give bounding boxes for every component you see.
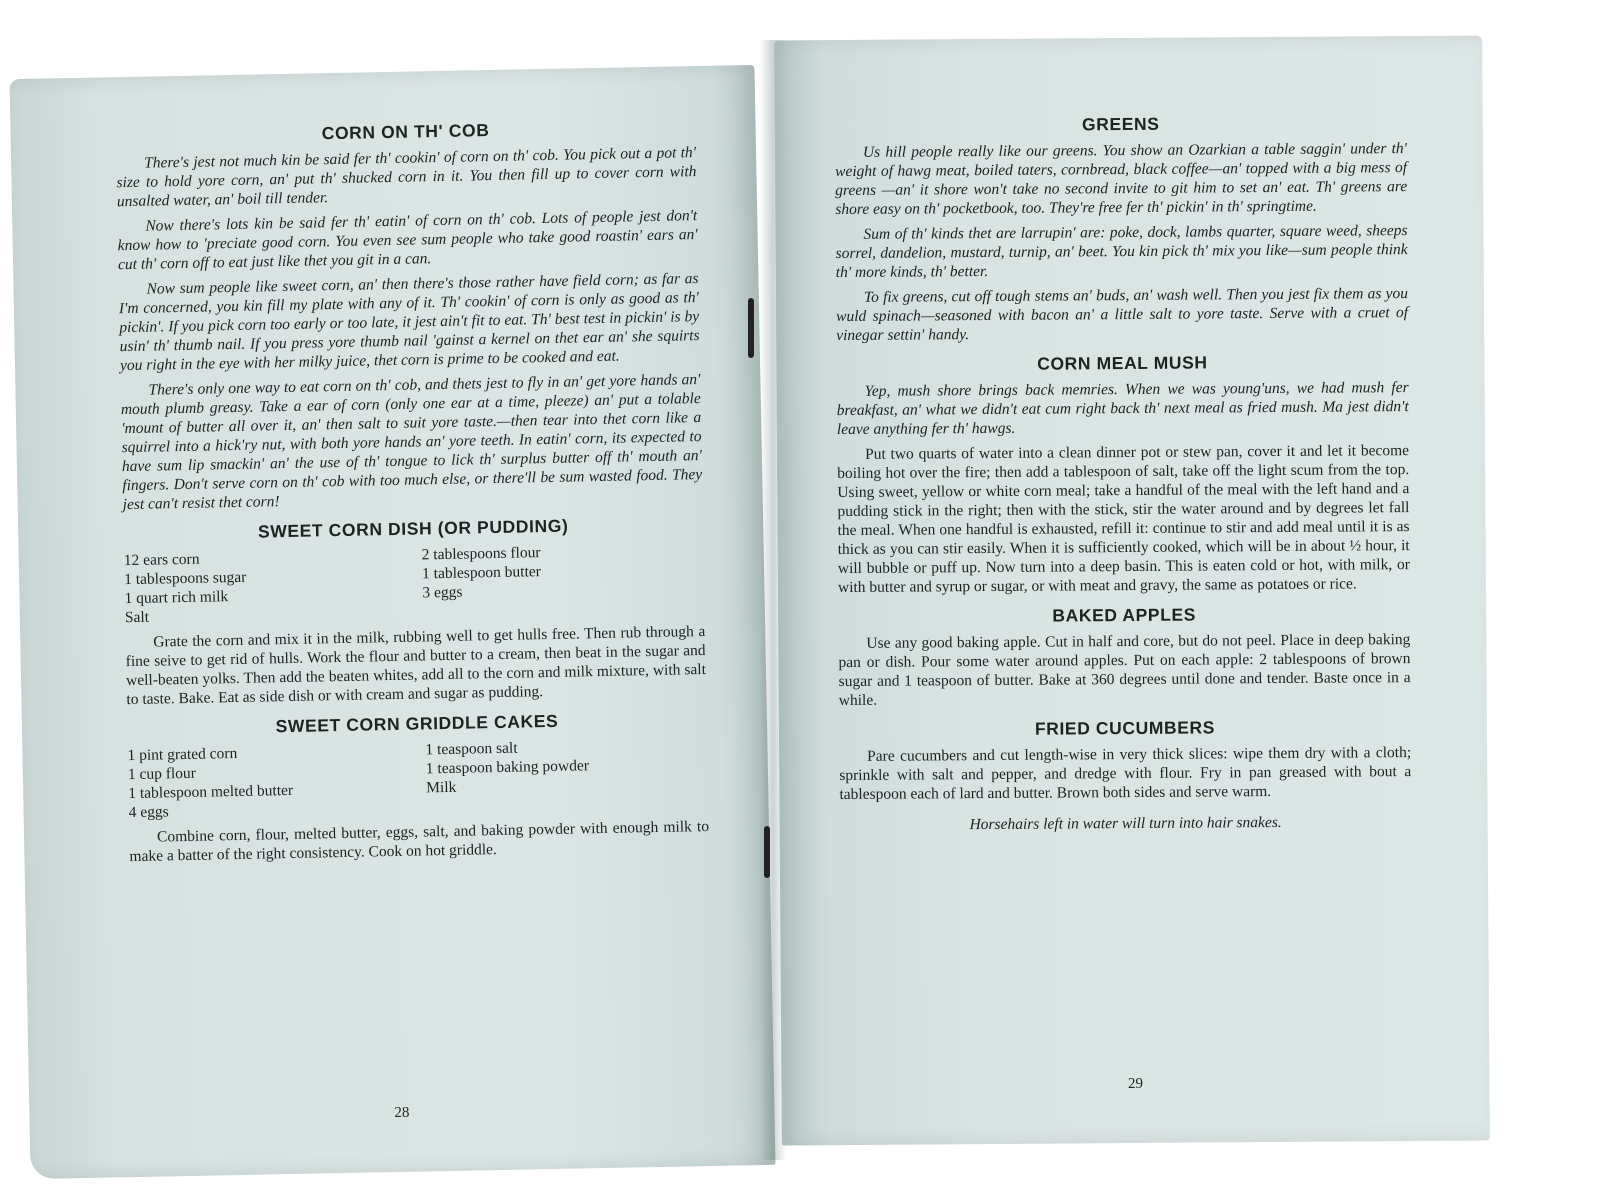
- recipe-title: BAKED APPLES: [1052, 604, 1197, 626]
- directions: Put two quarts of water into a clean dinner pot or stew pan, cover it and let it become boiling hot over the fire; then add a tablespoon of salt, take off the light scum from the top. Using sweet, yellow or white corn meal; take a handful of the meal with the left hand and a pudding stick in the right; then with the stick, stir the water around and by degrees let fall the meal. When one handful is exhausted, refill it: continue to stir and add meal until it is as thick as you can stir easily. When it is sufficiently cooked, which will be in about ½ hour, it will bubble or puff up. Now turn into a deep basin. This is eaten cold or hot, with milk, or with butter and syrup or sugar, or with meat and gravy, the same as potatoes or rice.: [837, 442, 1410, 597]
- ingredient: 3 eggs: [422, 583, 463, 602]
- ingredient: Salt: [124, 608, 150, 627]
- ingredient: 1 tablespoon melted butter: [128, 781, 294, 803]
- paragraph: There's only one way to eat corn on th' cob, and thets jest to fly in an' get yore hands an' mouth plumb greasy. Take a ear of corn (only one ear at a time, pleeze) an' put a tolable 'mount of butter all over it, an' then salt to suit yore taste.—then tear into thet corn like a squirrel into a hick'ry nut, with both yore hands an' yore teeth. In eatin' corn, its expected to have sum lip smackin' an' the use of th' tongue to lick th' surplus butter off th' mouth an' fingers. Don't serve corn on th' cob with too much else, or there'll be sum wasted food. They jest can't resist thet corn!: [120, 371, 703, 514]
- ingredient: 1 teaspoon salt: [425, 739, 518, 759]
- recipe-title: CORN ON TH' COB: [321, 120, 490, 144]
- corn-on-cob-recipe: [115, 116, 702, 514]
- ingredient: 1 tablespoons sugar: [123, 568, 247, 589]
- recipe-title: CORN MEAL MUSH: [1037, 352, 1208, 374]
- recipe-title: FRIED CUCUMBERS: [1034, 717, 1216, 739]
- page-number: 29: [1127, 1075, 1144, 1093]
- ingredient-list: [124, 540, 705, 627]
- intro: Yep, mush shore brings back memries. When we was young'uns, we had mush fer breakfast, an' what we didn't eat cum right back th' next meal as fried mush. Ma jest didn't leave anything fer th' hawgs.: [836, 379, 1409, 439]
- ingredient-column-right: [425, 735, 708, 816]
- ingredient: 4 eggs: [128, 803, 169, 822]
- paragraph: Us hill people really like our greens. You show an Ozarkian a table saggin' under th' weight of hawg meat, boiled taters, cornbread, black coffee—an' topped with a big mess of greens —an' it shore won't take no second invite to git him to set an' eat. Th' greens are shore easy on th' pocketbook, too. They're free fer th' pickin' in th' springtime.: [835, 140, 1408, 219]
- ingredient-column-left: [127, 741, 410, 822]
- staple-bottom: [764, 826, 770, 878]
- ingredient: 2 tablespoons flour: [421, 544, 541, 564]
- paragraph: To fix greens, cut off tough stems an' buds, an' wash well. Then you jest fix them as you wuld spinach—seasoned with bacon an' a little salt to yore taste. Serve with a cruet of vinegar settin' handy.: [836, 285, 1409, 345]
- ingredient-list: [127, 735, 708, 822]
- ingredient: 1 quart rich milk: [124, 588, 229, 608]
- corn-meal-mush-recipe: [836, 351, 1410, 597]
- footnote: Horsehairs left in water will turn into hair snakes.: [969, 813, 1282, 834]
- ingredient-column-left: [124, 546, 407, 627]
- recipe-title: SWEET CORN GRIDDLE CAKES: [275, 710, 559, 737]
- directions: Combine corn, flour, melted butter, eggs, salt, and baking powder with enough milk to make a batter of the right consistency. Cook on hot griddle.: [129, 817, 710, 866]
- page-number: 28: [394, 1104, 410, 1122]
- ingredient-column-right: [422, 540, 705, 621]
- left-page: [10, 65, 776, 1179]
- directions: Grate the corn and mix it in the milk, rubbing well to get hulls free. Then rub through a fine seive to get rid of hulls. Work the flour and butter to a cream, then beat in the sugar and well-beaten yolks. Then add the beaten whites, add all to the corn and milk mixture, with salt to taste. Bake. Eat as side dish or with cream and sugar as pudding.: [125, 622, 707, 709]
- fried-cucumbers-recipe: [839, 716, 1412, 835]
- ingredient: 12 ears corn: [123, 550, 200, 570]
- griddle-cakes-recipe: [127, 708, 710, 866]
- recipe-title: SWEET CORN DISH (OR PUDDING): [257, 515, 569, 542]
- ingredient: 1 teaspoon baking powder: [425, 757, 590, 778]
- directions: Use any good baking apple. Cut in half and core, but do not peel. Place in deep baking pan or dish. Pour some water around apples. Put on each apple: 2 tablespoons of brown sugar and 1 teaspoon of butter. Bake at 360 degrees until done and tender. Baste once in a while.: [838, 631, 1411, 710]
- sweet-corn-dish-recipe: [123, 513, 706, 709]
- right-page: [774, 36, 1490, 1146]
- directions: Pare cucumbers and cut length-wise in very thick slices: wipe them dry with a cloth; sprinkle with salt and pepper, and dredge with flour. Fry in pan greased with bout a tablespoon each of lard and butter. Brown both sides and serve warm.: [839, 744, 1412, 804]
- ingredient: 1 pint grated corn: [127, 745, 238, 765]
- paragraph: Sum of th' kinds thet are larrupin' are: poke, dock, lambs quarter, square weed, sheeps sorrel, dandelion, mustard, turnip, an' beet. You kin pick th' mix you like—sum people think th' more kinds, th' better.: [835, 222, 1408, 282]
- greens-recipe: [835, 112, 1409, 345]
- paragraph: Now there's lots kin be said fer th' eatin' of corn on th' cob. Lots of people jest don't know how to 'preciate good corn. You even see sum people who take good roastin' ears an' cut th' corn off to eat just like thet you git in a can.: [117, 207, 698, 274]
- baked-apples-recipe: [838, 603, 1411, 710]
- ingredient: 1 tablespoon butter: [421, 563, 542, 583]
- paragraph: There's jest not much kin be said fer th' cookin' of corn on th' cob. You pick out a pot th' size to hold yore corn, an' put th' shucked corn in it. You then fill up to cover corn with unsalted water, an' boil till tender.: [116, 144, 697, 211]
- ingredient: 1 cup flour: [127, 764, 197, 784]
- ingredient: Milk: [426, 778, 457, 797]
- recipe-title: GREENS: [1081, 113, 1160, 135]
- paragraph: Now sum people like sweet corn, an' then there's those rather have field corn; as far as I'm concerned, you kin fill my plate with any of it. Th' cookin' of corn is only as good as th' pickin'. If you pick corn too early or too late, it jest ain't fit to eat. Th' best test in pickin' is by usin' th' thumb nail. If you press yore thumb nail 'gainst a kernel on thet ear an' she squirts you right in the eye with her milky juice, thet corn is prime to be cooked and eat.: [118, 270, 700, 375]
- staple-top: [748, 298, 754, 358]
